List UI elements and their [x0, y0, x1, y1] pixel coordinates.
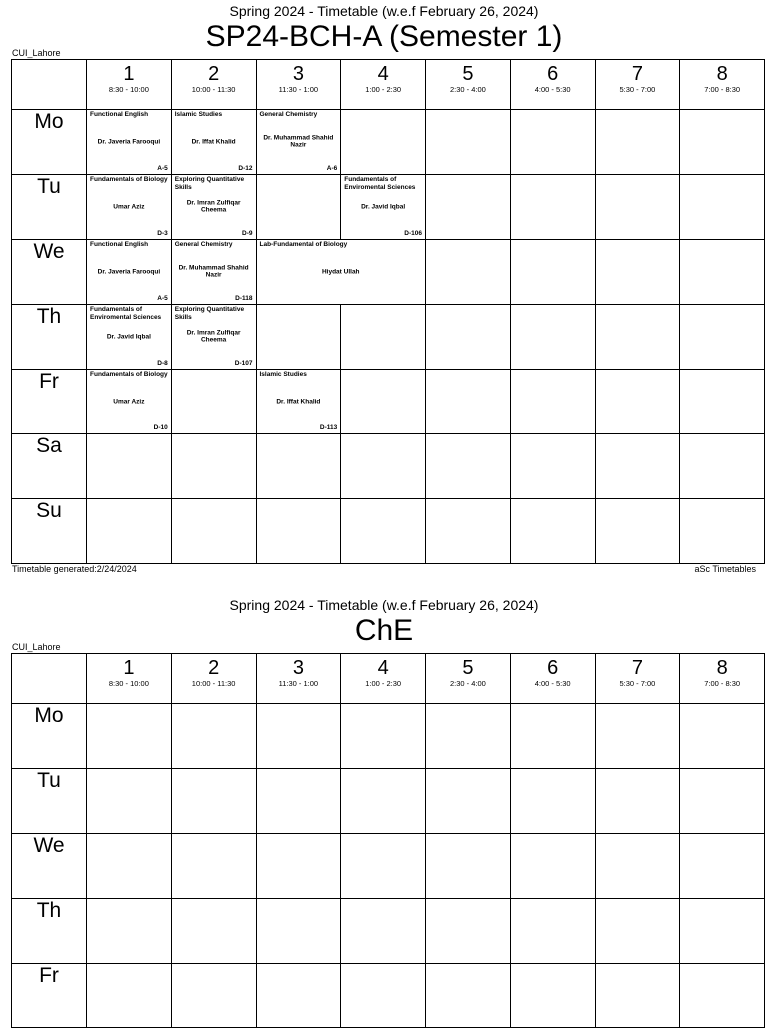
- lesson-room: D-118: [235, 294, 253, 302]
- lesson-subject: Functional English: [90, 240, 149, 248]
- empty-slot: [510, 833, 595, 898]
- day-row-tu: [12, 768, 765, 833]
- lesson-room: D-106: [404, 229, 422, 237]
- empty-slot: [341, 898, 426, 963]
- period-number: 7: [631, 657, 643, 679]
- timetable-title: ChE: [354, 614, 414, 647]
- period-number: 5: [462, 63, 474, 85]
- empty-slot: [256, 768, 341, 833]
- empty-slot: [595, 833, 680, 898]
- lesson-subject: Islamic Studies: [259, 370, 307, 378]
- lesson-teacher: Dr. Iffat Khalid: [276, 397, 321, 405]
- period-time: 7:00 - 8:30: [704, 679, 741, 688]
- lesson-room: A-5: [157, 294, 168, 302]
- day-label: Th: [12, 898, 87, 963]
- timetable-title: SP24-BCH-A (Semester 1): [205, 20, 563, 53]
- day-row-th: [12, 898, 765, 963]
- day-label: Su: [12, 499, 87, 564]
- period-header-7: [595, 654, 680, 704]
- period-time: 2:30 - 4:00: [449, 679, 486, 688]
- lesson-teacher: Dr. Imran Zulfiqar Cheema: [186, 199, 241, 214]
- period-header-4: [341, 654, 426, 704]
- period-time: 1:00 - 2:30: [365, 85, 402, 94]
- lesson-subject: General Chemistry: [259, 111, 318, 118]
- lesson-room: D-107: [234, 359, 253, 367]
- lesson-room: D-3: [157, 229, 168, 237]
- period-number: 8: [716, 657, 728, 679]
- lesson-room: A-5: [157, 164, 168, 172]
- day-label: Fr: [12, 963, 87, 1028]
- empty-slot: [595, 704, 680, 769]
- lesson-subject: Fundamentals of Enviromental Sciences: [344, 175, 416, 191]
- lesson-subject: Fundamentals of Enviromental Sciences: [90, 305, 162, 321]
- period-number: 2: [208, 657, 220, 679]
- lesson-room: D-8: [157, 359, 168, 367]
- empty-slot: [256, 963, 341, 1028]
- lesson-teacher: Umar Aziz: [113, 397, 145, 405]
- period-time: 4:00 - 5:30: [534, 85, 571, 94]
- empty-slot: [256, 833, 341, 898]
- empty-slot: [510, 898, 595, 963]
- period-number: 6: [547, 657, 559, 679]
- day-label: Tu: [12, 768, 87, 833]
- empty-slot: [595, 963, 680, 1028]
- period-time: 11:30 - 1:00: [278, 85, 319, 94]
- period-number: 8: [716, 63, 728, 85]
- empty-slot: [341, 963, 426, 1028]
- lesson-subject: General Chemistry: [174, 240, 233, 248]
- empty-slot: [680, 963, 765, 1028]
- lesson-room: D-113: [319, 424, 338, 432]
- period-time: 5:30 - 7:00: [619, 679, 656, 688]
- empty-slot: [595, 898, 680, 963]
- empty-slot: [256, 704, 341, 769]
- empty-slot: [510, 704, 595, 769]
- day-label: Th: [12, 304, 87, 369]
- lesson-subject: Exploring Quantitative Skills: [174, 305, 245, 321]
- day-label: Mo: [12, 704, 87, 769]
- lesson-subject: Exploring Quantitative Skills: [174, 175, 245, 191]
- empty-slot: [426, 833, 511, 898]
- empty-slot: [426, 704, 511, 769]
- day-row-mo: [12, 704, 765, 769]
- period-number: 6: [547, 63, 559, 85]
- empty-slot: [171, 768, 256, 833]
- lesson-teacher: Dr. Imran Zulfiqar Cheema: [186, 329, 241, 344]
- period-time: 4:00 - 5:30: [534, 679, 571, 688]
- lesson-teacher: Dr. Javid Iqbal: [361, 203, 406, 211]
- lesson-subject: Lab-Fundamental of Biology: [259, 240, 348, 248]
- period-header-8: [680, 654, 765, 704]
- empty-slot: [171, 898, 256, 963]
- empty-slot: [680, 833, 765, 898]
- empty-slot: [510, 963, 595, 1028]
- lesson-teacher: Dr. Javid Iqbal: [106, 332, 151, 340]
- lesson-subject: Fundamentals of Biology: [90, 370, 168, 378]
- day-label: Fr: [12, 369, 87, 434]
- period-number: 5: [462, 657, 474, 679]
- day-label: Sa: [12, 434, 87, 499]
- lesson-room: A-6: [326, 164, 338, 172]
- lesson-room: D-12: [238, 164, 253, 172]
- lesson-teacher: Hiydat Ullah: [321, 267, 360, 275]
- lesson-teacher: Dr. Iffat Khalid: [191, 138, 236, 146]
- empty-slot: [680, 898, 765, 963]
- empty-slot: [87, 833, 172, 898]
- lesson-teacher: Dr. Javeria Farooqui: [97, 138, 161, 146]
- period-number: 1: [123, 63, 135, 85]
- school-name: CUI_Lahore: [12, 642, 61, 652]
- lesson-teacher: Dr. Muhammad Shahid Nazir: [178, 264, 249, 279]
- empty-slot: [171, 963, 256, 1028]
- day-label: We: [12, 833, 87, 898]
- day-row-fr: [12, 963, 765, 1028]
- lesson-teacher: Dr. Muhammad Shahid Nazir: [263, 134, 334, 149]
- period-header-3: [256, 654, 341, 704]
- empty-slot: [87, 768, 172, 833]
- period-time: 5:30 - 7:00: [619, 85, 656, 94]
- lesson-subject: Islamic Studies: [174, 111, 223, 118]
- period-time: 10:00 - 11:30: [191, 679, 236, 688]
- timetable-subtitle: Spring 2024 - Timetable (w.e.f February 26, 2024): [229, 3, 539, 19]
- period-number: 7: [631, 63, 643, 85]
- period-time: 8:30 - 10:00: [108, 679, 149, 688]
- timetable-generated-date: Timetable generated:2/24/2024: [12, 564, 137, 574]
- period-number: 4: [377, 63, 389, 85]
- empty-slot: [680, 704, 765, 769]
- lesson-teacher: Umar Aziz: [113, 203, 145, 211]
- empty-slot: [680, 768, 765, 833]
- lesson-subject: Functional English: [90, 111, 149, 118]
- empty-slot: [341, 833, 426, 898]
- period-number: 3: [292, 63, 304, 85]
- generator-credit: aSc Timetables: [694, 564, 756, 574]
- period-time: 10:00 - 11:30: [191, 85, 236, 94]
- empty-slot: [426, 768, 511, 833]
- period-header-6: [510, 654, 595, 704]
- empty-slot: [426, 963, 511, 1028]
- period-header-5: [426, 654, 511, 704]
- day-label: We: [12, 239, 87, 304]
- empty-slot: [426, 898, 511, 963]
- period-time: 2:30 - 4:00: [449, 85, 486, 94]
- timetable-grid: [11, 653, 765, 1028]
- period-number: 4: [377, 657, 389, 679]
- empty-slot: [171, 704, 256, 769]
- period-header-2: [171, 654, 256, 704]
- period-number: 1: [123, 657, 135, 679]
- lesson-room: D-10: [153, 424, 168, 432]
- period-time: 8:30 - 10:00: [108, 85, 149, 94]
- school-name: CUI_Lahore: [12, 48, 61, 58]
- period-header-1: [87, 654, 172, 704]
- empty-slot: [510, 768, 595, 833]
- period-time: 1:00 - 2:30: [365, 679, 402, 688]
- empty-slot: [256, 898, 341, 963]
- empty-slot: [171, 833, 256, 898]
- period-number: 3: [292, 657, 304, 679]
- empty-slot: [87, 704, 172, 769]
- empty-slot: [341, 768, 426, 833]
- period-header-row: [12, 654, 765, 704]
- corner-cell: [12, 654, 87, 704]
- empty-slot: [341, 704, 426, 769]
- period-time: 7:00 - 8:30: [704, 85, 741, 94]
- lesson-teacher: Dr. Javeria Farooqui: [97, 267, 161, 275]
- empty-slot: [87, 898, 172, 963]
- period-time: 11:30 - 1:00: [278, 679, 319, 688]
- day-row-we: [12, 833, 765, 898]
- day-label: Mo: [12, 110, 87, 175]
- lesson-subject: Fundamentals of Biology: [90, 175, 168, 183]
- lesson-room: D-9: [242, 229, 253, 237]
- period-number: 2: [208, 63, 220, 85]
- day-label: Tu: [12, 174, 87, 239]
- timetable-subtitle: Spring 2024 - Timetable (w.e.f February 26, 2024): [229, 597, 539, 613]
- empty-slot: [595, 768, 680, 833]
- empty-slot: [87, 963, 172, 1028]
